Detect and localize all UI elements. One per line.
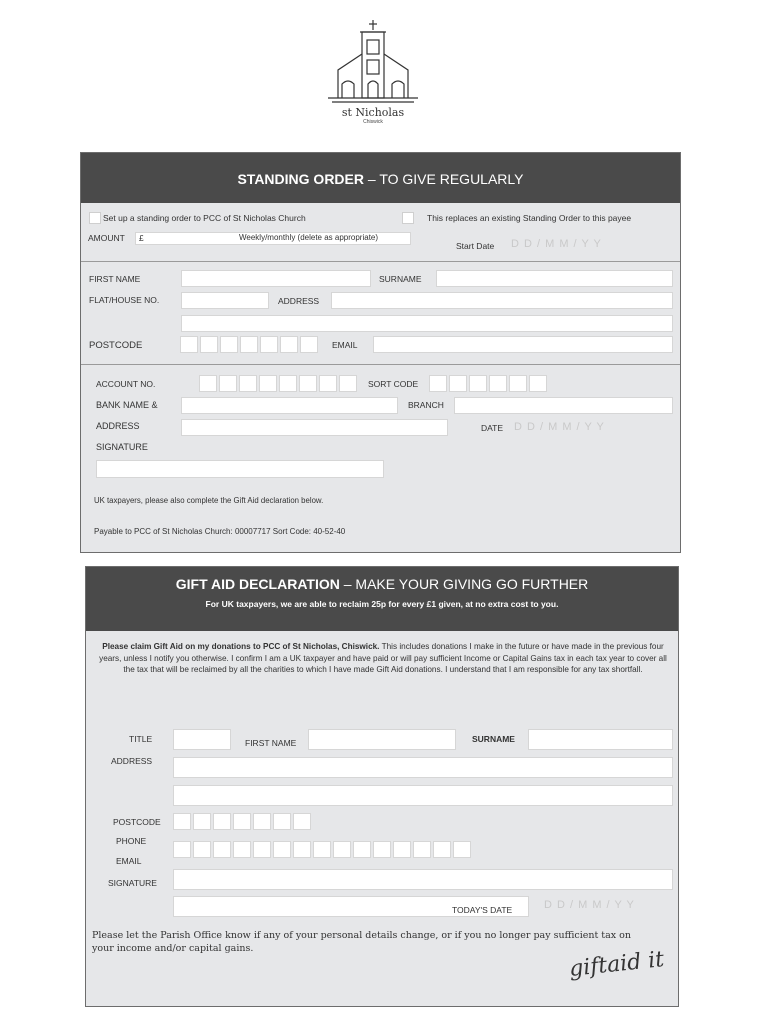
date-field[interactable]: D D / M M / Y Y	[514, 421, 605, 433]
address-field-1[interactable]	[331, 292, 673, 309]
title-label: TITLE	[129, 734, 153, 744]
declaration-text	[98, 641, 668, 676]
setup-checkbox[interactable]	[89, 212, 101, 224]
gift-aid-title-rest: – MAKE YOUR GIVING GO FURTHER	[339, 576, 589, 592]
phone-label: PHONE	[116, 836, 147, 846]
gift-aid-note: UK taxpayers, please also complete the Gift Aid declaration below.	[94, 496, 324, 505]
surname-label: SURNAME	[472, 734, 515, 744]
giftaid-it-logo: giftaid it	[567, 947, 666, 982]
payable-note: Payable to PCC of St Nicholas Church: 00007717 Sort Code: 40-52-40	[94, 527, 346, 536]
replace-label: This replaces an existing Standing Order to this payee	[427, 213, 632, 223]
account-no-label: ACCOUNT NO.	[96, 379, 156, 389]
first-name-field[interactable]	[308, 729, 456, 750]
surname-label: SURNAME	[379, 274, 422, 284]
bank-address-label: ADDRESS	[96, 421, 140, 431]
sort-code-label: SORT CODE	[368, 379, 419, 389]
logo-sub: Chiswick	[363, 119, 383, 125]
email-field[interactable]	[373, 336, 673, 353]
church-logo	[318, 18, 428, 138]
amount-field[interactable]	[135, 232, 411, 245]
postcode-label: POSTCODE	[113, 817, 161, 827]
standing-order-panel	[80, 152, 681, 553]
setup-label: Set up a standing order to PCC of St Nicholas Church	[103, 213, 306, 223]
todays-date-field[interactable]: D D / M M / Y Y	[544, 899, 635, 911]
surname-field[interactable]	[528, 729, 673, 750]
bank-name-label: BANK NAME &	[96, 400, 158, 410]
email-label: EMAIL	[332, 340, 358, 350]
standing-order-title	[81, 171, 680, 187]
signature-field[interactable]	[96, 460, 384, 478]
frequency-label: Weekly/monthly (delete as appropriate)	[239, 233, 379, 242]
bank-address-field[interactable]	[181, 419, 448, 436]
first-name-label: FIRST NAME	[245, 738, 297, 748]
standing-order-title-bold: STANDING ORDER	[237, 171, 364, 187]
email-label: EMAIL	[116, 856, 142, 866]
start-date-field[interactable]: D D / M M / Y Y	[511, 238, 602, 250]
signature-label: SIGNATURE	[108, 878, 157, 888]
first-name-label: FIRST NAME	[89, 274, 141, 284]
logo-name: st Nicholas	[341, 106, 405, 119]
replace-checkbox[interactable]	[402, 212, 414, 224]
title-field[interactable]	[173, 729, 231, 750]
date-label: DATE	[481, 423, 504, 433]
postcode-label: POSTCODE	[89, 340, 143, 351]
divider	[81, 261, 680, 262]
amount-label: AMOUNT	[88, 233, 125, 243]
first-name-field[interactable]	[181, 270, 371, 287]
address-label: ADDRESS	[278, 296, 320, 306]
address-field-1[interactable]	[173, 757, 673, 778]
address-field-2[interactable]	[181, 315, 673, 332]
address-field-2[interactable]	[173, 785, 673, 806]
gift-aid-header	[86, 567, 678, 631]
footer-note: Please let the Parish Office know if any of your personal details change, or if you no longer pay sufficient tax on your income and/or capital gains.	[92, 930, 632, 954]
gift-aid-subtitle: For UK taxpayers, we are able to reclaim 25p for every £1 given, at no extra cost to you.	[205, 599, 559, 609]
standing-order-title-rest: – TO GIVE REGULARLY	[364, 171, 524, 187]
bank-name-field[interactable]	[181, 397, 398, 414]
surname-field[interactable]	[436, 270, 673, 287]
currency-symbol: £	[139, 233, 144, 243]
address-label: ADDRESS	[111, 756, 153, 766]
todays-date-label: TODAY'S DATE	[452, 905, 513, 915]
branch-field[interactable]	[454, 397, 673, 414]
divider	[81, 364, 680, 365]
standing-order-header	[81, 153, 680, 203]
declaration-bold: Please claim Gift Aid on my donations to PCC of St Nicholas, Chiswick.	[102, 642, 380, 651]
signature-label: SIGNATURE	[96, 442, 148, 452]
flat-field[interactable]	[181, 292, 269, 309]
declaration-rest: This includes donations I make in the future or have made in the previous four years, unless I notify you otherwise. I confirm I am a UK taxpayer and have paid or will pay sufficient Income or Capital Gains tax in each tax year to cover all the tax that will be reclaimed by all the charities to which I have made Gift Aid donations. I understand that I am responsible for any tax shortfall.	[99, 642, 667, 674]
start-date-label: Start Date	[456, 241, 495, 251]
church-icon	[318, 18, 428, 106]
gift-aid-panel	[85, 566, 679, 1007]
gift-aid-title-bold: GIFT AID DECLARATION	[175, 576, 340, 592]
gift-aid-title	[86, 576, 678, 592]
email-field[interactable]	[173, 869, 673, 890]
flat-label: FLAT/HOUSE NO.	[89, 295, 160, 305]
branch-label: BRANCH	[408, 400, 444, 410]
